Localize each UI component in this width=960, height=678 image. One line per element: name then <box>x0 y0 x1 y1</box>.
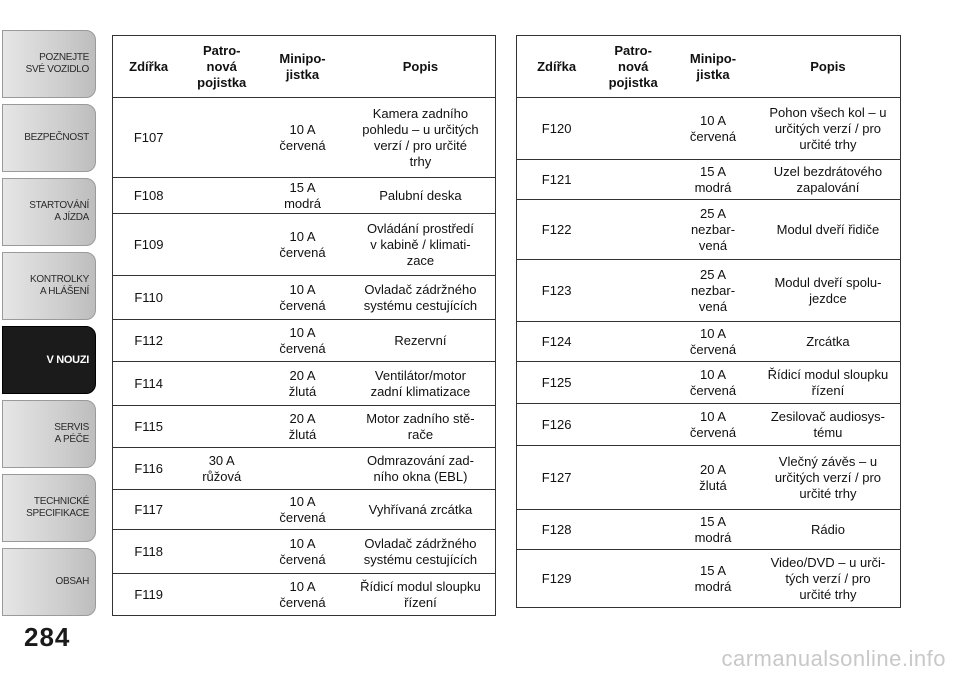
cell-socket: F119 <box>113 574 185 616</box>
cell-cartridge-fuse <box>184 490 259 530</box>
cell-socket: F123 <box>517 260 597 322</box>
fuse-table-left <box>112 35 496 616</box>
cell-socket: F115 <box>113 406 185 448</box>
chapter-tab[interactable]: STARTOVÁNÍ A JÍZDA <box>2 178 96 246</box>
cell-socket: F107 <box>113 98 185 178</box>
table-row <box>517 404 901 446</box>
chapter-tab[interactable]: V NOUZI <box>2 326 96 394</box>
cell-cartridge-fuse <box>184 276 259 320</box>
cell-cartridge-fuse <box>596 404 670 446</box>
cell-description: Modul dveří spolu- jezdce <box>756 260 901 322</box>
cell-mini-fuse: 25 A nezbar- vená <box>670 260 756 322</box>
table-row <box>113 178 496 214</box>
cell-cartridge-fuse <box>596 260 670 322</box>
cell-mini-fuse: 10 A červená <box>259 574 346 616</box>
table-row <box>113 320 496 362</box>
cell-cartridge-fuse <box>596 98 670 160</box>
cell-mini-fuse: 20 A žlutá <box>259 406 346 448</box>
table-row <box>517 322 901 362</box>
cell-mini-fuse: 10 A červená <box>670 362 756 404</box>
cell-mini-fuse: 10 A červená <box>259 320 346 362</box>
cell-cartridge-fuse <box>184 362 259 406</box>
header-socket: Zdířka <box>113 36 185 98</box>
cell-socket: F129 <box>517 550 597 608</box>
table-row <box>113 276 496 320</box>
table-row <box>113 98 496 178</box>
cell-description: Vyhřívaná zrcátka <box>346 490 496 530</box>
cell-cartridge-fuse <box>184 320 259 362</box>
cell-cartridge-fuse <box>596 322 670 362</box>
cell-description: Uzel bezdrátového zapalování <box>756 160 901 200</box>
cell-description: Motor zadního stě- rače <box>346 406 496 448</box>
cell-description: Ovladač zádržného systému cestujících <box>346 276 496 320</box>
cell-cartridge-fuse: 30 A růžová <box>184 448 259 490</box>
cell-description: Palubní deska <box>346 178 496 214</box>
table-row <box>113 406 496 448</box>
header-mini-fuse: Minipo- jistka <box>670 36 756 98</box>
chapter-tab[interactable]: POZNEJTE SVÉ VOZIDLO <box>2 30 96 98</box>
cell-socket: F109 <box>113 214 185 276</box>
cell-socket: F116 <box>113 448 185 490</box>
fuse-table-right <box>516 35 901 608</box>
cell-socket: F120 <box>517 98 597 160</box>
cell-mini-fuse: 10 A červená <box>259 214 346 276</box>
cell-mini-fuse: 10 A červená <box>259 530 346 574</box>
table-row <box>517 200 901 260</box>
table-row <box>113 214 496 276</box>
table-row <box>517 446 901 510</box>
cell-description: Vlečný závěs – u určitých verzí / pro určité trhy <box>756 446 901 510</box>
watermark: carmanualsonline.info <box>721 646 946 671</box>
chapter-tab[interactable]: KONTROLKY A HLÁŠENÍ <box>2 252 96 320</box>
cell-mini-fuse: 15 A modrá <box>670 510 756 550</box>
cell-cartridge-fuse <box>184 98 259 178</box>
cell-description: Zesilovač audiosys- tému <box>756 404 901 446</box>
cell-description: Ovladač zádržného systému cestujících <box>346 530 496 574</box>
cell-socket: F124 <box>517 322 597 362</box>
cell-cartridge-fuse <box>184 214 259 276</box>
table-header-row <box>113 36 496 98</box>
cell-mini-fuse: 15 A modrá <box>259 178 346 214</box>
cell-socket: F121 <box>517 160 597 200</box>
cell-mini-fuse: 15 A modrá <box>670 160 756 200</box>
table-header-row <box>517 36 901 98</box>
cell-cartridge-fuse <box>596 160 670 200</box>
cell-description: Video/DVD – u urči- tých verzí / pro určité trhy <box>756 550 901 608</box>
table-row <box>113 362 496 406</box>
table-row <box>113 530 496 574</box>
cell-description: Řídicí modul sloupku řízení <box>346 574 496 616</box>
cell-cartridge-fuse <box>596 550 670 608</box>
page-number: 284 <box>24 622 71 652</box>
chapter-tab[interactable]: OBSAH <box>2 548 96 616</box>
cell-socket: F126 <box>517 404 597 446</box>
cell-mini-fuse: 10 A červená <box>259 490 346 530</box>
table-row <box>517 550 901 608</box>
table-row <box>517 362 901 404</box>
cell-cartridge-fuse <box>184 406 259 448</box>
cell-mini-fuse: 10 A červená <box>259 276 346 320</box>
cell-cartridge-fuse <box>596 362 670 404</box>
cell-cartridge-fuse <box>596 200 670 260</box>
header-description: Popis <box>346 36 496 98</box>
cell-socket: F127 <box>517 446 597 510</box>
table-row <box>113 490 496 530</box>
header-cartridge-fuse: Patro- nová pojistka <box>184 36 259 98</box>
table-row <box>517 98 901 160</box>
chapter-tab[interactable]: SERVIS A PÉČE <box>2 400 96 468</box>
cell-description: Pohon všech kol – u určitých verzí / pro určité trhy <box>756 98 901 160</box>
cell-description: Kamera zadního pohledu – u určitých verzí / pro určité trhy <box>346 98 496 178</box>
cell-description: Rezervní <box>346 320 496 362</box>
header-cartridge-fuse: Patro- nová pojistka <box>596 36 670 98</box>
cell-mini-fuse: 25 A nezbar- vená <box>670 200 756 260</box>
cell-mini-fuse: 10 A červená <box>259 98 346 178</box>
cell-socket: F122 <box>517 200 597 260</box>
cell-cartridge-fuse <box>596 446 670 510</box>
cell-cartridge-fuse <box>596 510 670 550</box>
header-mini-fuse: Minipo- jistka <box>259 36 346 98</box>
cell-socket: F117 <box>113 490 185 530</box>
table-row <box>517 260 901 322</box>
cell-description: Řídicí modul sloupku řízení <box>756 362 901 404</box>
cell-socket: F108 <box>113 178 185 214</box>
chapter-tab[interactable]: BEZPEČNOST <box>2 104 96 172</box>
cell-cartridge-fuse <box>184 574 259 616</box>
cell-mini-fuse: 10 A červená <box>670 98 756 160</box>
cell-mini-fuse <box>259 448 346 490</box>
cell-socket: F118 <box>113 530 185 574</box>
cell-cartridge-fuse <box>184 178 259 214</box>
cell-mini-fuse: 10 A červená <box>670 404 756 446</box>
cell-mini-fuse: 20 A žlutá <box>259 362 346 406</box>
table-row <box>113 574 496 616</box>
cell-description: Rádio <box>756 510 901 550</box>
cell-description: Ovládání prostředí v kabině / klimati- zace <box>346 214 496 276</box>
cell-mini-fuse: 15 A modrá <box>670 550 756 608</box>
cell-socket: F110 <box>113 276 185 320</box>
chapter-tab[interactable]: TECHNICKÉ SPECIFIKACE <box>2 474 96 542</box>
cell-socket: F114 <box>113 362 185 406</box>
header-description: Popis <box>756 36 901 98</box>
cell-description: Modul dveří řidiče <box>756 200 901 260</box>
cell-description: Ventilátor/motor zadní klimatizace <box>346 362 496 406</box>
table-row <box>113 448 496 490</box>
cell-description: Zrcátka <box>756 322 901 362</box>
table-row <box>517 510 901 550</box>
cell-mini-fuse: 20 A žlutá <box>670 446 756 510</box>
cell-description: Odmrazování zad- ního okna (EBL) <box>346 448 496 490</box>
header-socket: Zdířka <box>517 36 597 98</box>
cell-socket: F112 <box>113 320 185 362</box>
cell-mini-fuse: 10 A červená <box>670 322 756 362</box>
cell-socket: F125 <box>517 362 597 404</box>
table-row <box>517 160 901 200</box>
cell-cartridge-fuse <box>184 530 259 574</box>
cell-socket: F128 <box>517 510 597 550</box>
